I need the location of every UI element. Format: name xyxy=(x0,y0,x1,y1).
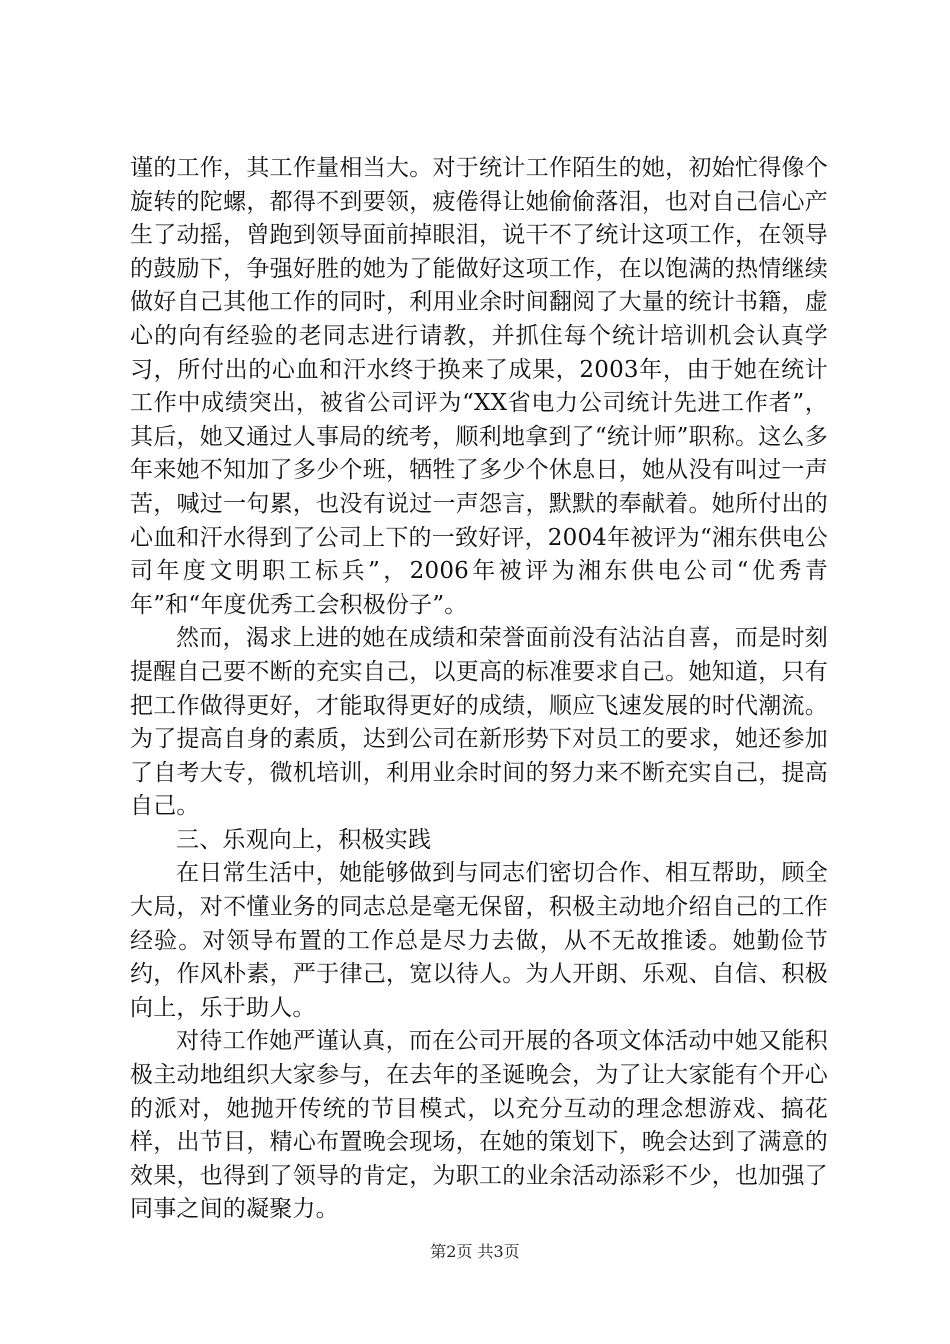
body-paragraph: 对待工作她严谨认真，而在公司开展的各项文体活动中她又能积极主动地组织大家参与，在去年的圣诞晚会，为了让大家能有个开心的派对，她抛开传统的节目模式，以充分互动的理念想游戏、搞花样，出节目，精心布置晚会现场，在她的策划下，晚会达到了满意的效果，也得到了领导的肯定，为职工的业余活动添彩不少，也加强了同事之间的凝聚力。 xyxy=(130,1028,828,1223)
section-heading: 三、乐观向上，积极实践 xyxy=(176,826,432,853)
body-paragraph: 然而，渴求上进的她在成绩和荣誉面前没有沾沾自喜，而是时刻提醒自己要不断的充实自己，以更高的标准要求自己。她知道，只有把工作做得更好，才能取得更好的成绩，顺应飞速发展的时代潮流。为了提高自身的素质，达到公司在新形势下对员工的要求，她还参加了自考大专，微机培训，利用业余时间的努力来不断充实自己，提高自己。 xyxy=(130,625,828,820)
body-paragraph-continued: 谨的工作，其工作量相当大。对于统计工作陌生的她，初始忙得像个旋转的陀螺，都得不到要领，疲倦得让她偷偷落泪，也对自己信心产生了动摇，曾跑到领导面前掉眼泪，说干不了统计这项工作，在领导的鼓励下，争强好胜的她为了能做好这项工作，在以饱满的热情继续做好自己其他工作的同时，利用业余时间翻阅了大量的统计书籍，虚心的向有经验的老同志进行请教，并抓住每个统计培训机会认真学习，所付出的心血和汗水终于换来了成果，2003年，由于她在统计工作中成绩突出，被省公司评为“XX省电力公司统计先进工作者”，其后，她又通过人事局的统考，顺利地拿到了“统计师”职称。这么多年来她不知加了多少个班，牺牲了多少个休息日，她从没有叫过一声苦，喊过一句累，也没有说过一声怨言，默默的奉献着。她所付出的心血和汗水得到了公司上下的一致好评，2004年被评为“湘东供电公司年度文明职工标兵”，2006年被评为湘东供电公司“优秀青年”和“年度优秀工会积极份子”。 xyxy=(130,155,828,618)
page-number-footer: 第2页 共3页 xyxy=(430,1242,520,1261)
body-paragraph: 在日常生活中，她能够做到与同志们密切合作、相互帮助，顾全大局，对不懂业务的同志总是毫无保留，积极主动地介绍自己的工作经验。对领导布置的工作总是尽力去做，从不无故推诿。她勤俭节约，作风朴素，严于律己，宽以待人。为人开朗、乐观、自信、积极向上，乐于助人。 xyxy=(130,860,828,1021)
document-body xyxy=(130,152,828,1227)
